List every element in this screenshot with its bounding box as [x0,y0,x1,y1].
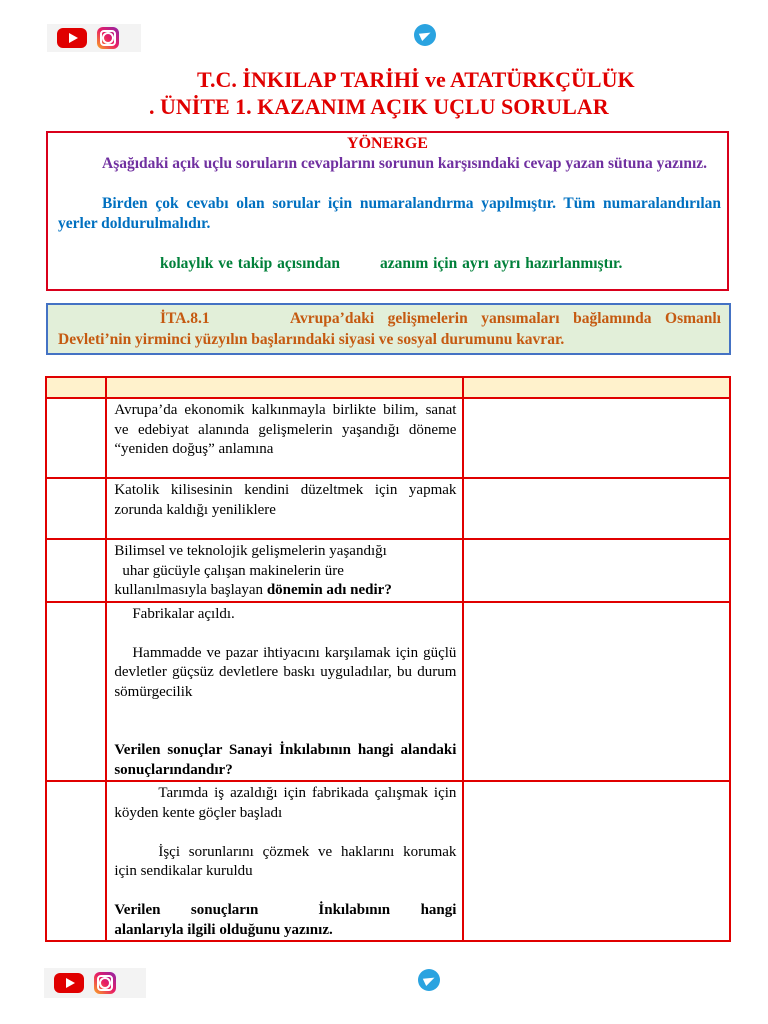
number-cell [46,478,106,539]
instructions-p3-part-b: azanım için ayrı ayrı hazırlanmıştır. [380,255,623,272]
answer-cell[interactable] [463,602,730,782]
answer-cell[interactable] [463,478,730,539]
question-2-text: Katolik kilisesinin kendini düzeltmek için yapmak zorunda kaldığı yeniliklere [114,482,457,518]
social-icons-bottom [44,968,146,998]
number-cell [46,539,106,602]
table-row [46,478,730,539]
number-cell [46,398,106,478]
table-row [46,781,730,941]
answer-cell[interactable] [463,539,730,602]
answer-cell[interactable] [463,781,730,941]
question-4-result-2: Hammadde ve pazar ihtiyacını karşılamak için güçlü devletler güçsüz devletlere baskı uyguladılar, bu durum sömürgecilik [114,644,457,700]
header-cell-number [46,377,106,398]
youtube-icon[interactable] [54,973,84,993]
instructions-paragraph-3 [48,254,727,274]
instructions-p3-part-a: kolaylık ve takip açısından [160,255,341,272]
question-3-line-3 [114,581,456,601]
table-header-row [46,377,730,398]
question-5-prompt-part-1: Verilen sonuçların [114,902,259,918]
instructions-paragraph-1: Aşağıdaki açık uçlu soruların cevaplarını sorunun karşısındaki cevap yazan sütuna yazınız. [102,155,708,172]
question-4-result-1: Fabrikalar açıldı. [132,605,235,622]
question-3-line-1: Bilimsel ve teknolojik gelişmelerin yaşandığı [114,543,387,559]
outcome-text: Avrupa’daki gelişmelerin yansımaları bağlamında Osmanlı Devleti’nin yirminci yüzyılın başlarındaki siyasi ve sosyal durumunu kavrar. [58,310,721,348]
question-5-prompt-part-2: İnkılabının hangi alanlarıyla ilgili olduğunu yazınız. [114,902,457,938]
number-cell [46,602,106,782]
page-subtitle: . ÜNİTE 1. KAZANIM AÇIK UÇLU SORULAR [149,94,609,119]
youtube-icon[interactable] [57,28,87,48]
table-row [46,602,730,782]
question-3-line-2: uhar gücüyle çalışan makinelerin üre [122,562,344,579]
header-cell-answer [463,377,730,398]
questions-table [45,376,731,942]
question-cell [106,478,463,539]
telegram-icon[interactable] [418,969,440,991]
page-title: T.C. İNKILAP TARİHİ ve ATATÜRKÇÜLÜK [197,67,635,92]
question-cell [106,398,463,478]
learning-outcome-box [46,303,731,355]
outcome-code: İTA.8.1 [160,310,210,327]
question-3-emphasis: dönemin adı nedir? [266,582,392,598]
number-cell [46,781,106,941]
header-cell-question [106,377,463,398]
instagram-icon[interactable] [94,972,116,994]
question-4-prompt: Verilen sonuçlar Sanayi İnkılabının hangi alandaki sonuçlarındandır? [114,742,457,778]
question-1-text: Avrupa’da ekonomik kalkınmayla birlikte bilim, sanat ve edebiyat alanında gelişmelerin yaşandığı döneme “yeniden doğuş” anlamına [114,402,457,457]
question-5-result-1: Tarımda iş azaldığı için fabrikada çalışmak için köyden kente göçler başladı [114,785,457,821]
instructions-paragraph-2: Birden çok cevabı olan sorular için numaralandırma yapılmıştır. Tüm numaralandırılan yerler doldurulmalıdır. [58,195,721,232]
table-row [46,398,730,478]
social-icons-top [47,24,141,52]
answer-cell[interactable] [463,398,730,478]
instructions-box [46,131,729,291]
instagram-icon[interactable] [97,27,119,49]
instructions-heading: YÖNERGE [347,135,428,152]
question-cell [106,602,463,782]
question-cell [106,539,463,602]
question-5-result-2: İşçi sorunlarını çözmek ve haklarını korumak için sendikalar kuruldu [114,843,457,879]
question-3-part-c: kullanılmasıyla başlayan [114,582,264,598]
table-row [46,539,730,602]
telegram-icon[interactable] [414,24,436,46]
question-cell [106,781,463,941]
